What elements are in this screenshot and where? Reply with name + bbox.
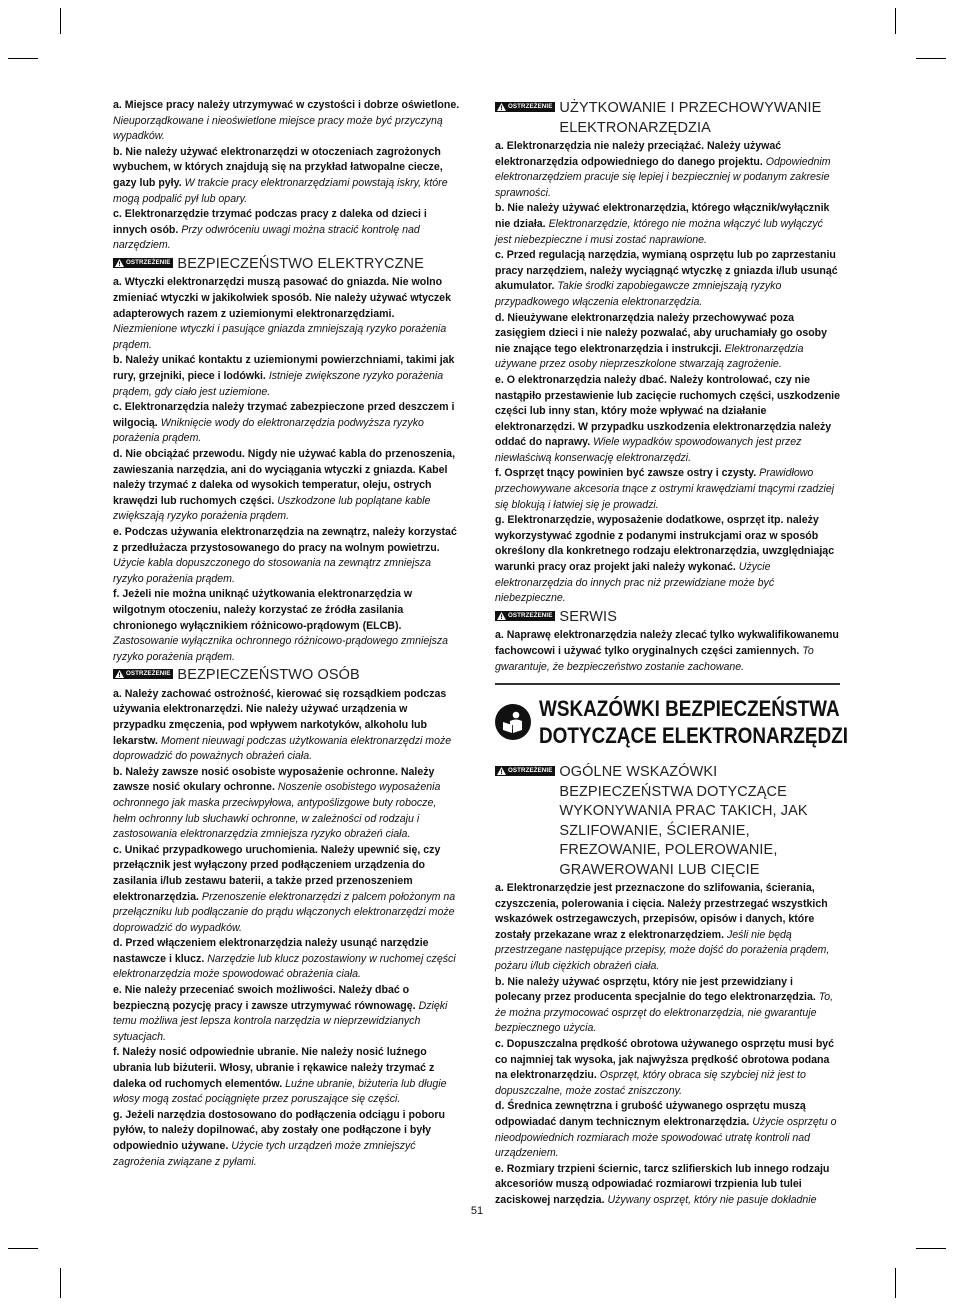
instruction-text: f. Osprzęt tnący powinien być zawsze ostry i czysty. [495,467,757,480]
instruction-item [113,145,461,207]
warning-badge [495,102,555,112]
instruction-item [113,587,461,665]
instruction-text: a. Wtyczki elektronarzędzi muszą pasować do gniazda. Nie wolno zmieniać wtyczki w jakikolwiek sposób. Nie należy używać wtyczek adapterowych razem z uziemionymi elektronarzędziami. [113,276,451,320]
instruction-text: f. Jeżeli nie można uniknąć użytkowania elektronarzędzia w wilgotnym otoczeniu, należy korzystać ze źródła zasilania chronionego wyłącznikiem różnicowo-prądowym (ELCB). [113,588,413,632]
warning-triangle-icon [497,103,506,111]
instruction-text: c. Dopuszczalna prędkość obrotowa używanego osprzętu musi być co najmniej tak wysoka, jak najwyższa prędkość obrotowa podana na elektronarzędziu. [495,1038,835,1082]
section-title: SERWIS [559,608,617,625]
instruction-item [495,248,840,310]
left-column [113,98,461,1170]
instruction-explanation: Przy odwróceniu uwagi można stracić kontrolę nad narzędziem. [113,223,420,252]
big-title [539,695,848,749]
instruction-explanation: Zastosowanie wyłącznika ochronnego różnicowo-prądowego zmniejsza ryzyko porażenia prądem. [113,635,449,663]
badge-label: OSTRZEŻENIE [508,612,553,620]
instruction-explanation: Niezmienione wtyczki i pasujące gniazda zmniejszają ryzyko porażenia prądem. [113,323,447,351]
instruction-explanation: Dzięki temu możliwa jest lepsza kontrola narzędzia w nieprzewidzianych sytuacjach. [113,999,448,1043]
instruction-text: b. Należy zawsze nosić osobiste wyposażenie ochronne. Należy zawsze nosić okulary ochronne. [113,765,435,794]
instruction-item [113,353,461,400]
instruction-item [495,628,840,675]
instruction-text: d. Średnica zewnętrzna i grubość używanego osprzętu muszą odpowiadać danym technicznym elektronarzędzia. [495,1100,806,1128]
work-area-safety-list [113,98,461,254]
instruction-text: c. Elektronarzędzia należy trzymać zabezpieczone przed deszczem i wilgocią. [113,401,455,429]
instruction-text: g. Elektronarzędzie, wyposażenie dodatkowe, osprzęt itp. należy wykorzystywać zgodnie z podanymi instrukcjami oraz w sposób określony dla konkretnego rodzaju elektronarzędzia, uwzględniając warunki pracy oraz projekt jaki należy wykonać. [495,514,835,574]
instruction-text: a. Należy zachować ostrożność, kierować się rozsądkiem podczas używania elektronarzędzi. Nie należy używać urządzenia w przypadku zmęczenia, pod wpływem narkotyków, alkoholu lub lekarstw. [113,687,447,747]
instruction-explanation: Użycie osprzętu o nieodpowiednich rozmiarach może spowodować utratę kontroli nad urządzeniem. [495,1116,837,1160]
instruction-explanation: Przenoszenie elektronarzędzi z palcem położonym na przełączniku lub podłączanie do prądu włączonych elektronarzędzi może doprowadzić do wypadków. [113,890,456,934]
section-header-grinding [495,763,840,880]
service-list [495,628,840,675]
instruction-item [113,1045,461,1107]
instruction-explanation: Prawidłowo przechowywane akcesoria tnące z ostrymi krawędziami tnącymi rzadziej się blokują i łatwiej się je prowadzi. [495,467,835,511]
instruction-explanation: Istnieje zwiększone ryzyko porażenia prądem, gdy ciało jest uziemione. [113,370,444,398]
badge-label: OSTRZEŻENIE [126,259,171,267]
instruction-item [113,275,461,353]
instruction-text: d. Przed włączeniem elektronarzędzia należy usunąć narzędzie nastawcze i klucz. [113,937,429,965]
instruction-item [113,447,461,525]
instruction-text: a. Naprawę elektronarzędzia należy zlecać tylko wykwalifikowanemu fachowcowi i używać tylko oryginalnych części zamiennych. [495,629,839,657]
instruction-explanation: Noszenie osobistego wyposażenia ochronnego jak maska przeciwpyłowa, antypoślizgowe buty robocze, hełm ochronny lub słuchawki ochronne, w zależności od rodzaju i zastosowania elektronarzędzia zmniejsza ryzyko obrażeń ciała. [113,781,441,841]
instruction-text: b. Należy unikać kontaktu z uziemionymi powierzchniami, takimi jak rury, grzejniki, piece i lodówki. [113,354,455,382]
instruction-explanation: Uszkodzone lub poplątane kable zwiększają ryzyko porażenia prądem. [113,494,431,523]
instruction-item [495,1162,840,1209]
section-title: OGÓLNE WSKAZÓWKI BEZPIECZEŃSTWA DOTYCZĄCE WYKONYWANIA PRAC TAKICH, JAK SZLIFOWANIE, ŚCIERANIE, FREZOWANIE, POLEROWANIE, GRAWEROWANI LUB CIĘCIE [559,764,808,878]
warning-triangle-icon [497,612,506,620]
instruction-explanation: Nieuporządkowane i nieoświetlone miejsce pracy może być przyczyną wypadków. [113,114,443,143]
instruction-item [113,983,461,1045]
instruction-explanation: W trakcie pracy elektronarzędziami powstają iskry, które mogą podpalić pył lub opary. [113,176,448,205]
instruction-text: c. Unikać przypadkowego uruchomienia. Należy upewnić się, czy przełącznik jest wyłączony przed podłączeniem urządzenia do zasilania i/lub zestawu baterii, a także przed przenoszeniem elektronarzędzia. [113,843,441,903]
instruction-explanation: Wiele wypadków spowodowanych jest przez niewłaściwą konserwację elektronarzędzi. [495,436,802,464]
instruction-text: c. Przed regulacją narzędzia, wymianą osprzętu lub po zaprzestaniu pracy narzędziem, należy wyciągnąć wtyczkę z gniazda i/lub usunąć akumulator. [495,249,838,293]
crop-mark [8,58,38,59]
instruction-text: b. Nie należy używać elektronarzędzia, którego włącznik/wyłącznik nie działa. [495,202,830,230]
section-header-electrical [113,255,461,275]
instruction-explanation: To, że można przymocować osprzęt do elektronarzędzia, nie gwarantuje bezpiecznego użycia. [495,991,834,1035]
warning-triangle-icon [115,670,124,678]
instruction-text: a. Elektronarzędzie jest przeznaczone do szlifowania, ścierania, czyszczenia, polerowania i cięcia. Należy przestrzegać wszystkich wskazówek ostrzegawczych, przepisów, opisów i danych, które zostały przekazane wraz z elektronarzędziem. [495,882,828,941]
instruction-text: e. Nie należy przeceniać swoich możliwości. Należy dbać o bezpieczną pozycję pracy i zawsze utrzymywać równowagę. [113,984,416,1012]
instruction-item [495,373,840,467]
instruction-explanation: Odpowiednim elektronarzędziem pracuje się lepiej i bezpieczniej w podanym zakresie sprawności. [495,155,831,199]
instruction-item [495,466,840,513]
instruction-text: d. Nieużywane elektronarzędzia należy przechowywać poza zasięgiem dzieci i nie należy pozwalać, aby uruchamiały go osoby nie znające tego elektronarzędzia i instrukcji. [495,311,828,355]
instruction-text: a. Miejsce pracy należy utrzymywać w czystości i dobrze oświetlone. [113,99,460,111]
instruction-text: a. Elektronarzędzia nie należy przeciążać. Należy używać elektronarzędzia odpowiedniego do danego projektu. [495,140,782,168]
badge-label: OSTRZEŻENIE [508,103,553,111]
big-title-line1: WSKAZÓWKI BEZPIECZEŃSTWA [539,696,840,722]
instruction-explanation: Używany osprzęt, który nie pasuje dokładnie [604,1193,817,1206]
instruction-item [495,201,840,248]
section-header-service [495,608,840,628]
use-storage-list [495,139,840,607]
instruction-explanation: Użycie elektronarzędzia do innych prac niż przewidziane może być niebezpieczne. [495,561,775,605]
instruction-explanation: Narzędzie lub klucz pozostawiony w ruchomej części elektronarzędzia może spowodować obrażenia ciała. [113,952,456,981]
instruction-item [113,525,461,587]
instruction-explanation: To gwarantuje, że bezpieczeństwo zostanie zachowane. [495,644,814,673]
instruction-item [495,311,840,373]
warning-badge [495,766,555,776]
instruction-item [113,207,461,254]
instruction-item [495,139,840,201]
warning-badge [495,611,555,621]
instruction-explanation: Elektronarzędzie, którego nie można włączyć lub wyłączyć jest niebezpieczne i musi zostać naprawione. [495,217,823,246]
section-title: BEZPIECZEŃSTWO ELEKTRYCZNE [177,255,424,272]
grinding-safety-list [495,881,840,1208]
section-header-use-storage [495,99,840,138]
section-title: BEZPIECZEŃSTWO OSÓB [177,667,360,684]
instruction-explanation: Moment nieuwagi podczas użytkowania elektronarzędzi może doprowadzić do poważnych obrażeń ciała. [113,734,452,763]
electrical-safety-list [113,275,461,665]
instruction-explanation: Użycie tych urządzeń może zmniejszyć zagrożenia związane z pyłami. [113,1140,416,1168]
instruction-explanation: Użycie kabla dopuszczonego do stosowania na zewnątrz zmniejsza ryzyko porażenia prądem. [113,557,431,585]
crop-mark [8,1248,38,1249]
crop-mark [916,58,946,59]
read-manual-icon [495,704,531,740]
instruction-item [113,843,461,937]
instruction-text: c. Elektronarzędzie trzymać podczas pracy z daleka od dzieci i innych osób. [113,208,427,236]
badge-label: OSTRZEŻENIE [508,767,553,775]
section-title: UŻYTKOWANIE I PRZECHOWYWANIE ELEKTRONARZĘDZIA [559,100,822,136]
instruction-item [495,881,840,975]
instruction-explanation: Osprzęt, który obraca się szybciej niż jest to dopuszczalne, może zostać zniszczony. [495,1069,806,1097]
instruction-item [113,687,461,765]
section-header-personal [113,666,461,686]
crop-mark [916,1248,946,1249]
instruction-item [495,1099,840,1161]
instruction-item [495,975,840,1037]
instruction-text: b. Nie należy używać elektronarzędzi w otoczeniach zagrożonych wybuchem, w których znajdują się na przykład łatwopalne ciecze, gazy lub pyły. [113,145,443,189]
crop-mark [895,1268,896,1298]
instruction-explanation: Wniknięcie wody do elektronarzędzia podwyższa ryzyko porażenia prądem. [113,416,424,445]
warning-badge [113,669,173,679]
instruction-item [495,1037,840,1099]
instruction-text: d. Nie obciążać przewodu. Nigdy nie używać kabla do przenoszenia, zawieszania narzędzia, ani do wyciągania wtyczki z gniazda. Kabel należy trzymać z daleka od wysokich temperatur, oleju, ostrych krawędzi lub ruchomych części. [113,447,456,507]
instruction-item [113,936,461,983]
instruction-explanation: Takie środki zapobiegawcze zmniejszają ryzyko przypadkowego włączenia elektronarzędzia. [495,280,782,308]
instruction-text: e. Podczas używania elektronarzędzia na zewnątrz, należy korzystać z przedłużacza przystosowanego do pracy na wolnym powietrzu. [113,525,457,554]
right-column [495,98,849,1209]
instruction-item [495,513,840,607]
badge-label: OSTRZEŻENIE [126,670,171,678]
instruction-text: g. Jeżeli narzędzia dostosowano do podłączenia odciągu i poboru pyłów, to należy dopilnować, aby zostały one podłączone i były odpowiednio używane. [113,1108,445,1152]
instruction-explanation: Luźne ubranie, biżuteria lub długie włosy mogą zostać pociągnięte przez poruszające się części. [113,1077,447,1106]
crop-mark [895,8,896,34]
instruction-item [113,1108,461,1170]
warning-triangle-icon [497,767,506,775]
instruction-item [113,400,461,447]
instruction-item [113,765,461,843]
page-number: 51 [470,1205,484,1217]
instruction-text: b. Nie należy używać osprzętu, który nie jest przewidziany i polecany przez producenta specjalnie do tego elektronarzędzia. [495,975,816,1004]
warning-badge [113,258,173,268]
big-title-line2: DOTYCZĄCE ELEKTRONARZĘDZI [539,723,849,749]
instruction-explanation: Jeśli nie będą przestrzegane następujące przepisy, może dojść do porażenia prądem, pożaru i/lub ciężkich obrażeń ciała. [495,928,830,973]
instruction-text: e. O elektronarzędzia należy dbać. Należy kontrolować, czy nie nastąpiło przestawienie lub zacięcie ruchomych części, uszkodzenie części lub inny stan, który może wpływać na działanie elektronarzędzi. W przypadku uszkodzenia elektronarzędzia należy oddać do naprawy. [495,373,841,449]
instruction-item [113,98,461,145]
instruction-text: f. Należy nosić odpowiednie ubranie. Nie należy nosić luźnego ubrania lub biżuterii. Włosy, ubranie i rękawice należy trzymać z daleka od ruchomych elementów. [113,1046,435,1090]
personal-safety-list [113,687,461,1170]
instruction-text: e. Rozmiary trzpieni ściernic, tarcz szlifierskich lub innego rodzaju akcesoriów muszą odpowiadać rozmiarowi trzpienia lub tulei zaciskowej narzędzia. [495,1162,830,1206]
crop-mark [60,1268,61,1298]
crop-mark [60,8,61,34]
warning-triangle-icon [115,259,124,267]
instruction-explanation: Elektronarzędzia używane przez osoby nieprzeszkolone stwarzają zagrożenie. [495,342,804,371]
power-tool-safety-heading [495,683,849,749]
